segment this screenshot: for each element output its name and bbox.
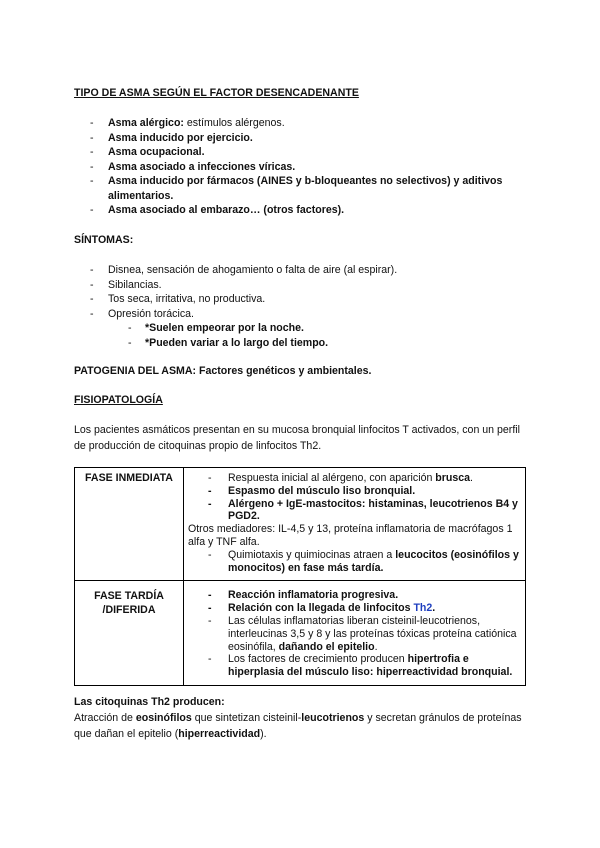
pathogenesis-heading: PATOGENIA DEL ASMA: Factores genéticos y ambientales.: [74, 365, 372, 377]
list-item: - Opresión torácica.: [90, 307, 194, 320]
symptom-notes-list: [0, 321, 328, 350]
symptoms-list: [0, 263, 528, 321]
symptoms-heading: SÍNTOMAS:: [74, 234, 134, 246]
phases-table: [74, 467, 526, 686]
th2-paragraph: Atracción de eosinófilos que sintetizan cisteinil-leucotrienos y secretan gránulos de proteínas que dañan el epitelio (hiperreactividad).: [74, 712, 522, 740]
list-item: - *Suelen empeorar por la noche.: [128, 322, 304, 334]
list-item: - Asma inducido por fármacos (AINES y b-bloqueantes no selectivos) y aditivos alimentarios.: [90, 175, 503, 202]
asthma-types-heading: TIPO DE ASMA SEGÚN EL FACTOR DESENCADENANTE: [74, 87, 359, 99]
list-item: - Asma asociado a infecciones víricas.: [90, 160, 296, 173]
list-item: - Asma ocupacional.: [90, 146, 205, 158]
phase-description-late: - Reacción inflamatoria progresiva. - Relación con la llegada de linfocitos Th2. - Las células inflamatorias liberan cisteinil-leucotrienos, interleucinas 3,5 y 8 y las proteínas tóxicas proteína catiónica eosinófila, dañando el epitelio. - Los factores de crecimiento producen hipertrofia e hiperplasia del músculo liso: hiperreactividad bronquial.: [184, 581, 526, 686]
list-item: - Asma alérgico: estímulos alérgenos.: [90, 117, 285, 129]
asthma-types-list: [0, 116, 528, 218]
table-row: [75, 468, 526, 581]
list-item: - Asma asociado al embarazo… (otros factores).: [90, 204, 345, 216]
phase-label-late: FASE TARDÍA /DIFERIDA: [75, 581, 184, 686]
phase-description-immediate: - Respuesta inicial al alérgeno, con aparición brusca. - Espasmo del músculo liso bronquial. - Alérgeno + IgE-mastocitos: histaminas, leucotrienos B4 y PGD2. Otros mediadores: IL-4,5 y 13, proteína inflamatoria de macrófagos 1 alfa y TNF alfa. - Quimiotaxis y quimiocinas atraen a leucocitos (eosinófilos y monocitos) en fase más tardía.: [184, 468, 526, 581]
list-item: - Asma inducido por ejercicio.: [90, 131, 253, 144]
list-item: - Disnea, sensación de ahogamiento o falta de aire (al espirar).: [90, 264, 398, 276]
list-item: - Sibilancias.: [90, 278, 162, 291]
phase-label-immediate: FASE INMEDIATA: [75, 468, 184, 581]
physiopathology-heading: FISIOPATOLOGÍA: [74, 394, 163, 406]
table-row: [75, 581, 526, 686]
list-item: - Tos seca, irritativa, no productiva.: [90, 293, 266, 305]
physiopathology-paragraph: Los pacientes asmáticos presentan en su mucosa bronquial linfocitos T activados, con un perfil de producción de citoquinas propio de linfocitos Th2.: [74, 424, 520, 452]
th2-heading: Las citoquinas Th2 producen:: [74, 696, 225, 708]
list-item: - *Pueden variar a lo largo del tiempo.: [128, 336, 329, 349]
